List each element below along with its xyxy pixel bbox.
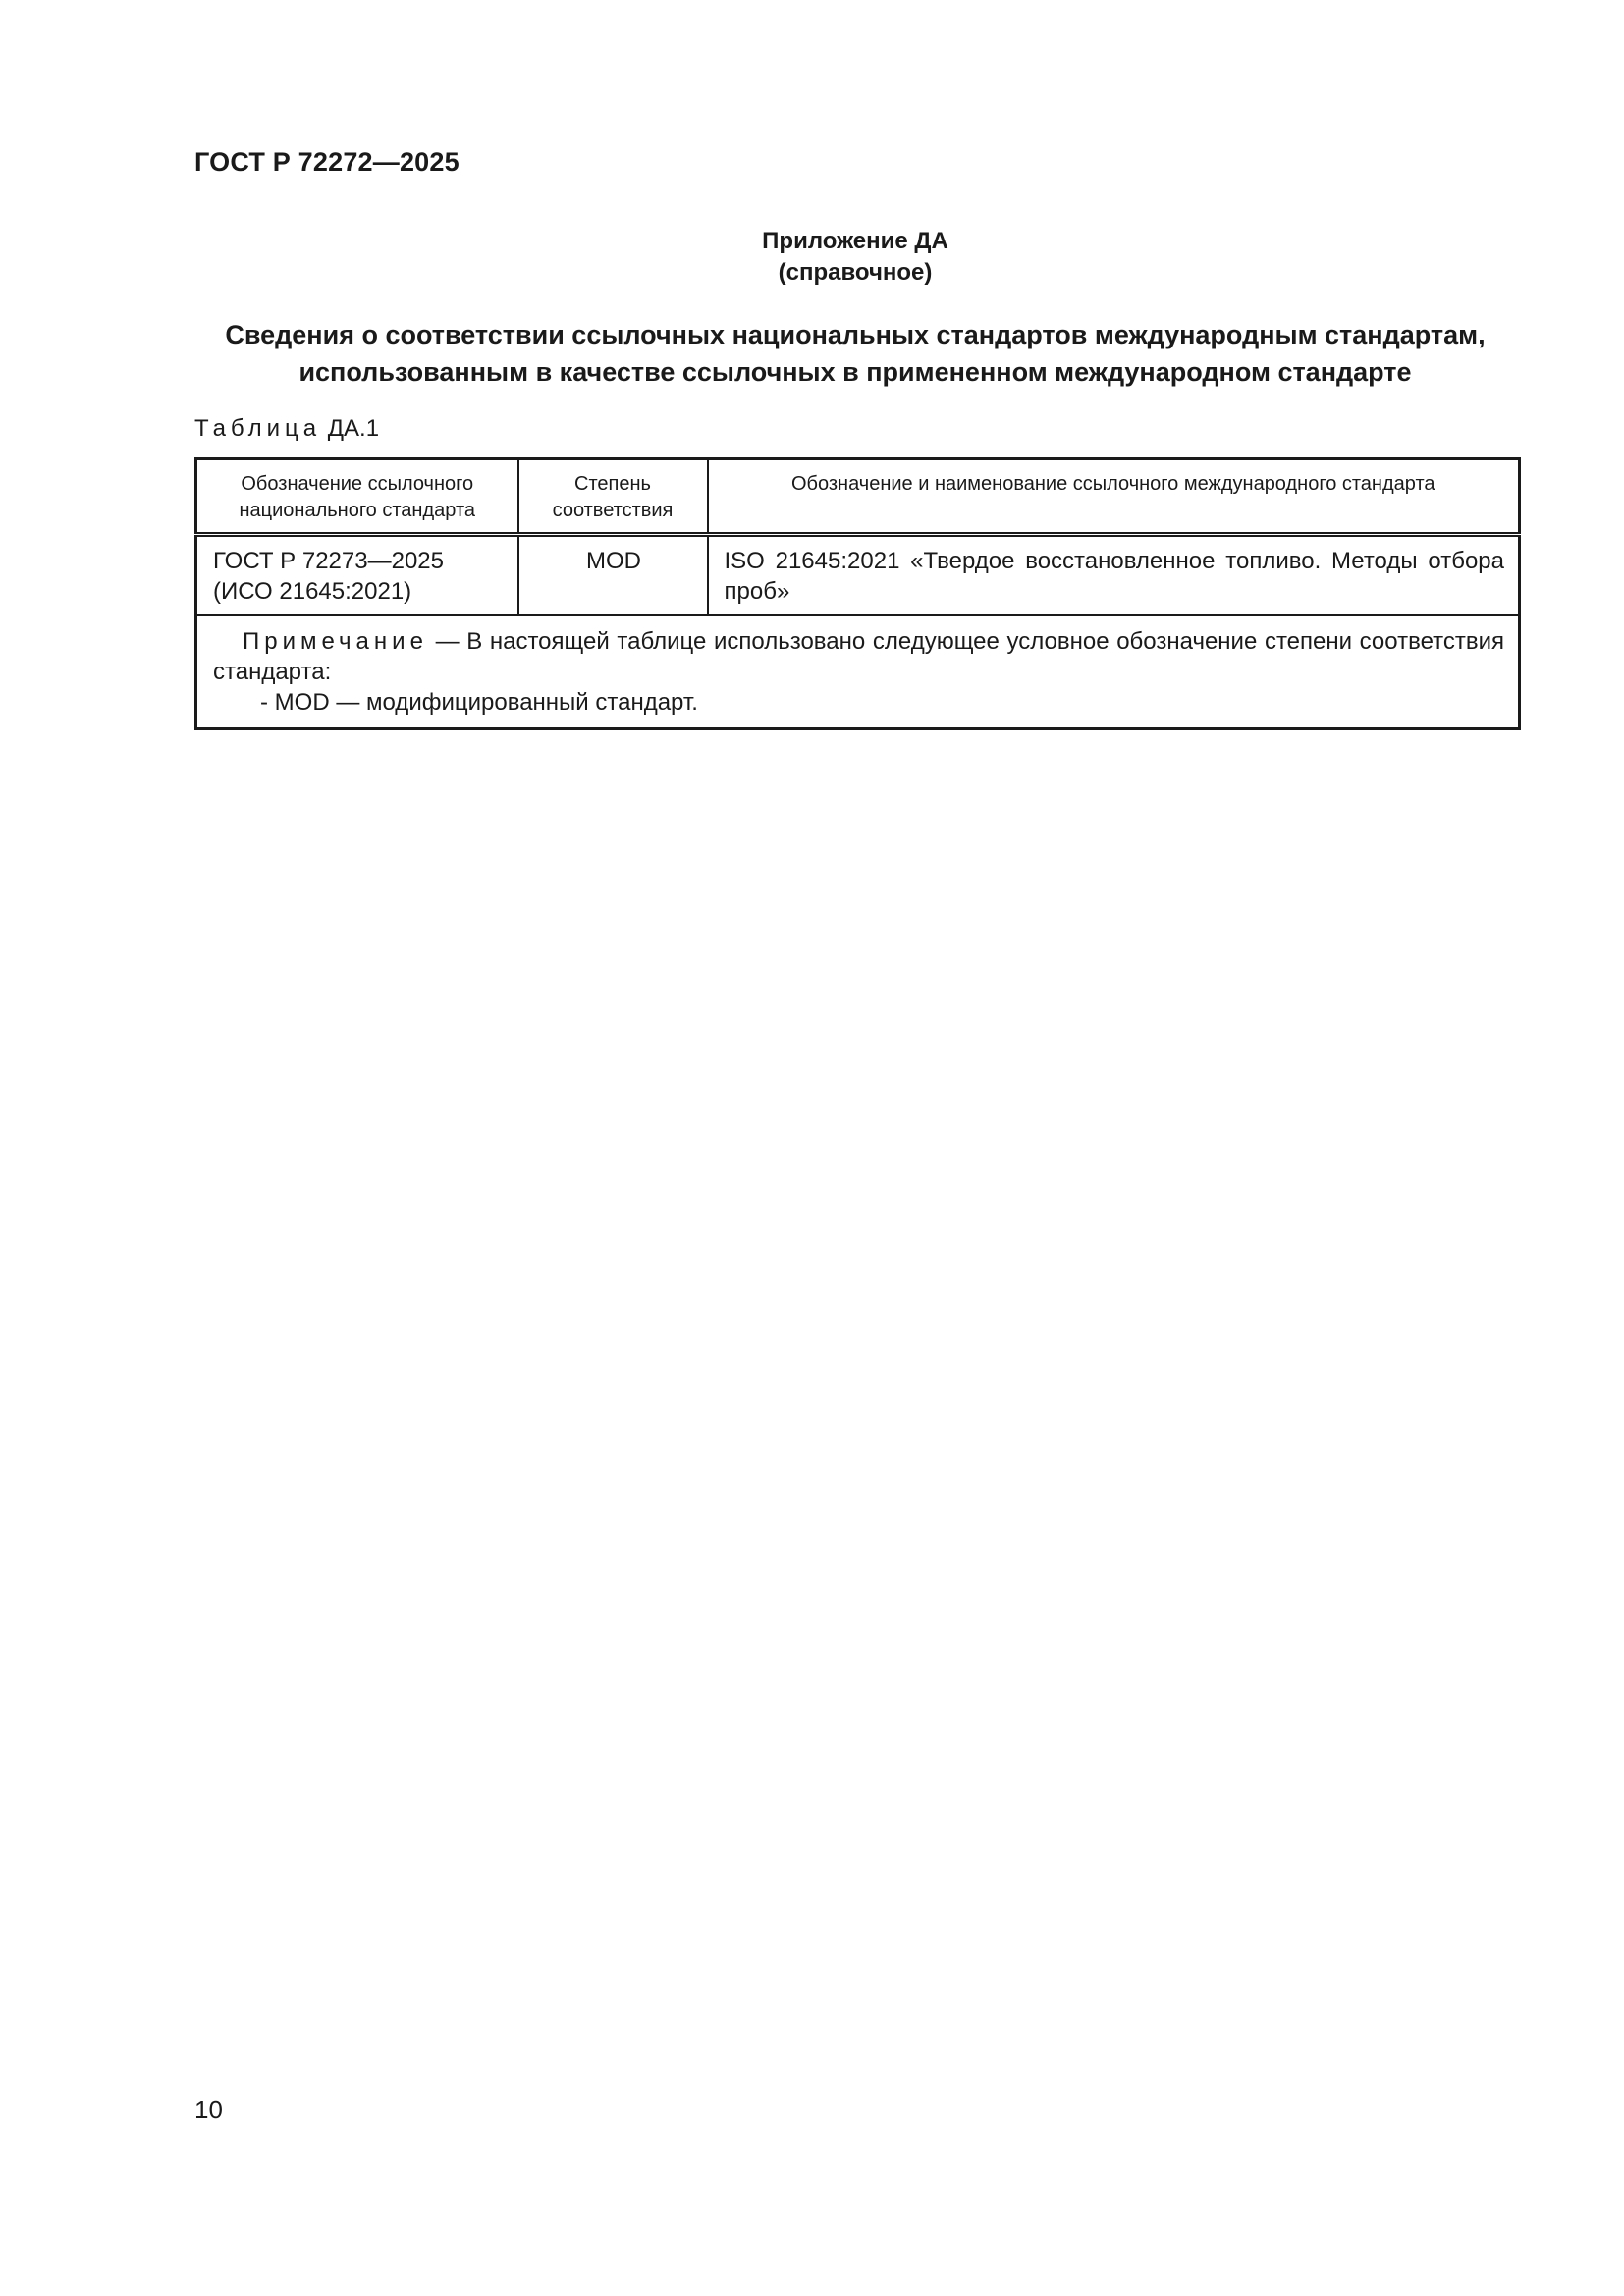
- document-number: ГОСТ Р 72272—2025: [194, 147, 460, 177]
- table-note-row: [196, 615, 1520, 729]
- cell-international-standard: ISO 21645:2021 «Твердое восстановленное топливо. Методы отбора проб»: [708, 535, 1520, 616]
- annex-heading: [194, 226, 1516, 289]
- section-title-line-1: Сведения о соответствии ссылочных национальных стандартов международным стандартам,: [225, 320, 1486, 349]
- table-caption: [194, 415, 379, 443]
- note-label: Примечание: [243, 628, 428, 655]
- table-note: [196, 615, 1520, 729]
- table-header-row: [196, 459, 1520, 535]
- section-title: [194, 316, 1516, 391]
- note-list-item: - MOD — модифицированный стандарт.: [260, 689, 698, 716]
- column-header-national-standard: Обозначение ссылочного национального стандарта: [196, 459, 518, 535]
- note-text-block: [213, 626, 1504, 687]
- cell-degree: MOD: [518, 535, 708, 616]
- national-standard-code: ГОСТ Р 72273—2025: [213, 548, 444, 574]
- annex-title: Приложение ДА: [762, 228, 948, 254]
- annex-type: (справочное): [778, 259, 933, 286]
- table-caption-word: Таблица: [194, 415, 322, 442]
- column-header-degree: Степень соответствия: [518, 459, 708, 535]
- national-standard-iso-ref: (ИСО 21645:2021): [213, 578, 412, 605]
- column-header-international-standard: Обозначение и наименование ссылочного международного стандарта: [708, 459, 1520, 535]
- section-title-line-2: использованным в качестве ссылочных в примененном международном стандарте: [298, 357, 1412, 387]
- table-caption-id: ДА.1: [327, 415, 380, 442]
- cell-national-standard: [196, 535, 518, 616]
- table-row: [196, 535, 1520, 616]
- page-number: 10: [194, 2095, 223, 2124]
- note-text: — В настоящей таблице использовано следующее условное обозначение степени соответствия стандарта:: [213, 628, 1504, 685]
- reference-standards-table: [194, 457, 1521, 730]
